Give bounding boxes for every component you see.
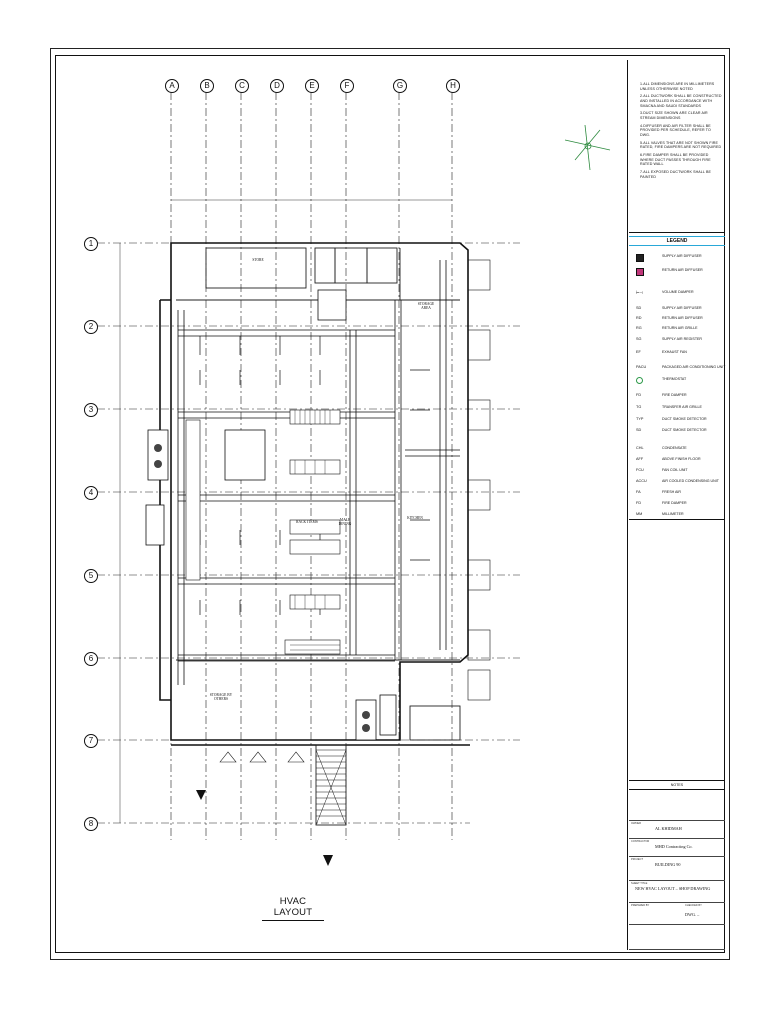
legend-row	[632, 405, 724, 415]
return-diffuser-icon	[636, 268, 644, 276]
note-item: 2.ALL DUCTWORK SHALL BE CONSTRUCTED AND INSTALLED IN ACCORDANCE WITH SMACNA AND SAUDI STANDARDS	[640, 94, 722, 108]
legend-row	[632, 468, 724, 478]
grid-label: G	[396, 81, 404, 90]
legend-symbol: EF	[636, 350, 641, 354]
grid-label: 7	[88, 736, 94, 745]
legend-row	[632, 326, 724, 336]
legend-symbol: ACCU	[636, 479, 647, 483]
legend-row	[632, 512, 724, 522]
legend-symbol: FCU	[636, 468, 644, 472]
note-item: 7.ALL EXPOSED DUCTWORK SHALL BE PAINTED	[640, 170, 711, 179]
tb-drawing-no: DWG. –	[685, 912, 700, 917]
grid-label: B	[204, 81, 210, 90]
building-walls	[160, 243, 470, 745]
legend-desc: VOLUME DAMPER	[662, 290, 694, 294]
tb-owner-row	[629, 820, 725, 838]
legend-row	[632, 457, 724, 467]
tb-sheet-title: NEW HVAC LAYOUT – SHOP DRAWING	[635, 886, 711, 891]
legend-row	[632, 350, 724, 360]
room-label-rack-items: RACK ITEMS	[296, 520, 318, 524]
grid-label: C	[239, 81, 245, 90]
legend-symbol: FD	[636, 393, 642, 397]
legend-row	[632, 365, 724, 375]
legend-desc: SUPPLY AIR REGISTER	[662, 337, 703, 341]
legend-desc: EXHAUST FAN	[662, 350, 687, 354]
room-label-kitchen: KITCHEN	[407, 516, 423, 520]
general-notes	[640, 82, 722, 182]
legend-desc: MILLIMETER	[662, 512, 684, 516]
stair-ramp	[316, 750, 346, 825]
grid-label: 3	[88, 405, 94, 414]
legend-symbol: CHL	[636, 446, 644, 450]
tb-label: SHEET TITLE	[631, 882, 648, 885]
dimension-lines	[120, 200, 452, 823]
legend-row	[632, 306, 724, 316]
supply-diffuser-icon	[636, 254, 644, 262]
note-item: 6.FIRE DAMPER SHALL BE PROVIDED WHERE DUCT PASSES THROUGH FIRE RATED WALL	[640, 153, 711, 167]
legend-desc: ABOVE FINISH FLOOR	[662, 457, 701, 461]
legend-symbol: SD	[636, 306, 642, 310]
tb-label: CONTRACTOR	[631, 840, 650, 843]
tb-label: PREPARED BY	[631, 904, 650, 907]
note-item: 3.DUCT SIZE SHOWN ARE CLEAR AIR STREAM DIMENSIONS	[640, 111, 708, 120]
legend-symbol: FD	[636, 501, 642, 505]
room-label-male-dining: MALE DINING	[338, 518, 352, 527]
legend-symbol: PACU	[636, 365, 647, 369]
legend-desc: FAN COIL UNIT	[662, 468, 688, 472]
grid-label: 5	[88, 571, 94, 580]
grid-label: 1	[88, 239, 94, 248]
legend-row	[632, 290, 724, 300]
legend-desc: FRESH AIR	[662, 490, 681, 494]
legend-row	[632, 428, 724, 438]
legend-symbol: RD	[636, 316, 642, 320]
legend-row	[632, 337, 724, 347]
title-block	[629, 820, 725, 950]
legend-desc: RETURN AIR DIFFUSER	[662, 316, 703, 320]
room-label-storage-by-others: STORAGE BY OTHERS	[209, 693, 233, 702]
legend-desc: RETURN AIR GRILLE	[662, 326, 698, 330]
legend-symbol: RG	[636, 326, 642, 330]
grid-label: 4	[88, 488, 94, 497]
grid-label: 8	[88, 819, 94, 828]
legend-desc: DUCT SMOKE DETECTOR	[662, 417, 707, 421]
grid-label: F	[344, 81, 350, 90]
legend-desc: AIR COOLED CONDENSING UNIT	[662, 479, 719, 483]
legend-desc: SUPPLY AIR DIFFUSER	[662, 306, 702, 310]
legend-symbol: AFF	[636, 457, 644, 461]
tb-bottom-row	[629, 924, 725, 950]
legend-row	[632, 490, 724, 500]
legend-desc: RETURN AIR DIFFUSER	[662, 268, 703, 272]
grid-label: E	[309, 81, 315, 90]
hvac-equipment	[146, 290, 396, 740]
drawing-title: HVAC LAYOUT	[262, 896, 324, 921]
note-item: 4.DIFFUSER AND AIR FILTER SHALL BE PROVIDED PER SCHEDULE, REFER TO DWG.	[640, 123, 711, 137]
legend-row	[632, 316, 724, 326]
grid-label: 2	[88, 322, 94, 331]
tb-project-row	[629, 856, 725, 874]
legend-row	[632, 417, 724, 427]
interior-walls	[176, 248, 460, 825]
tb-prepared-row	[629, 902, 725, 924]
legend-symbol: SG	[636, 337, 642, 341]
legend-row	[632, 268, 724, 278]
tb-sheet-title-row	[629, 880, 725, 902]
legend-symbol: TYP	[636, 417, 644, 421]
legend-desc: FIRE DAMPER	[662, 501, 687, 505]
legend-desc: CONDENSATE	[662, 446, 687, 450]
tb-label: CHECKED BY	[685, 904, 702, 907]
room-label-storage-area: STORAGE AREA	[417, 302, 435, 311]
grid-label: 6	[88, 654, 94, 663]
legend-row	[632, 393, 724, 403]
legend-desc: PACKAGED AIR CONDITIONING UNIT	[662, 365, 726, 369]
tb-owner: AL KHIDMAH	[655, 826, 682, 831]
legend-desc: THERMOSTAT	[662, 377, 687, 381]
volume-damper-icon: ⊢⊣	[636, 291, 643, 295]
thermostat-icon	[636, 377, 643, 384]
note-item: 1.ALL DIMENSIONS ARE IN MILLIMETERS UNLESS OTHERWISE NOTED	[640, 82, 715, 91]
tb-label: PROJECT	[631, 858, 644, 861]
tb-label: OWNER	[631, 822, 641, 825]
door-markers	[220, 752, 304, 762]
legend-title: LEGEND	[629, 236, 725, 246]
notes-header: NOTES	[629, 780, 725, 790]
legend-desc: DUCT SMOKE DETECTOR	[662, 428, 707, 432]
legend-desc: SUPPLY AIR DIFFUSER	[662, 254, 702, 258]
legend-row	[632, 501, 724, 511]
legend-symbol: TG	[636, 405, 642, 409]
legend-row	[632, 377, 724, 387]
legend-desc: FIRE DAMPER	[662, 393, 687, 397]
legend-row	[632, 446, 724, 456]
tb-project: BUILDING 90	[655, 862, 681, 867]
entry-arrows	[196, 790, 333, 866]
north-arrow-icon	[565, 125, 610, 170]
legend-symbol: SD	[636, 428, 642, 432]
grid-label: A	[169, 81, 175, 90]
tb-contractor-row	[629, 838, 725, 856]
grid-label: H	[450, 81, 456, 90]
grid-label: D	[274, 81, 280, 90]
legend-symbol: FA	[636, 490, 641, 494]
legend-row	[632, 479, 724, 489]
note-item: 5.ALL VALVES THAT ARE NOT SHOWN FIRE RATED, FIRE DAMPERS ARE NOT REQUIRED	[640, 140, 722, 150]
legend-symbol: MM	[636, 512, 643, 516]
tb-contractor: MHD Contracting Co.	[655, 844, 693, 849]
room-label-store: STORE	[252, 258, 264, 262]
legend-row	[632, 254, 724, 264]
legend-desc: TRANSFER AIR GRILLE	[662, 405, 702, 409]
